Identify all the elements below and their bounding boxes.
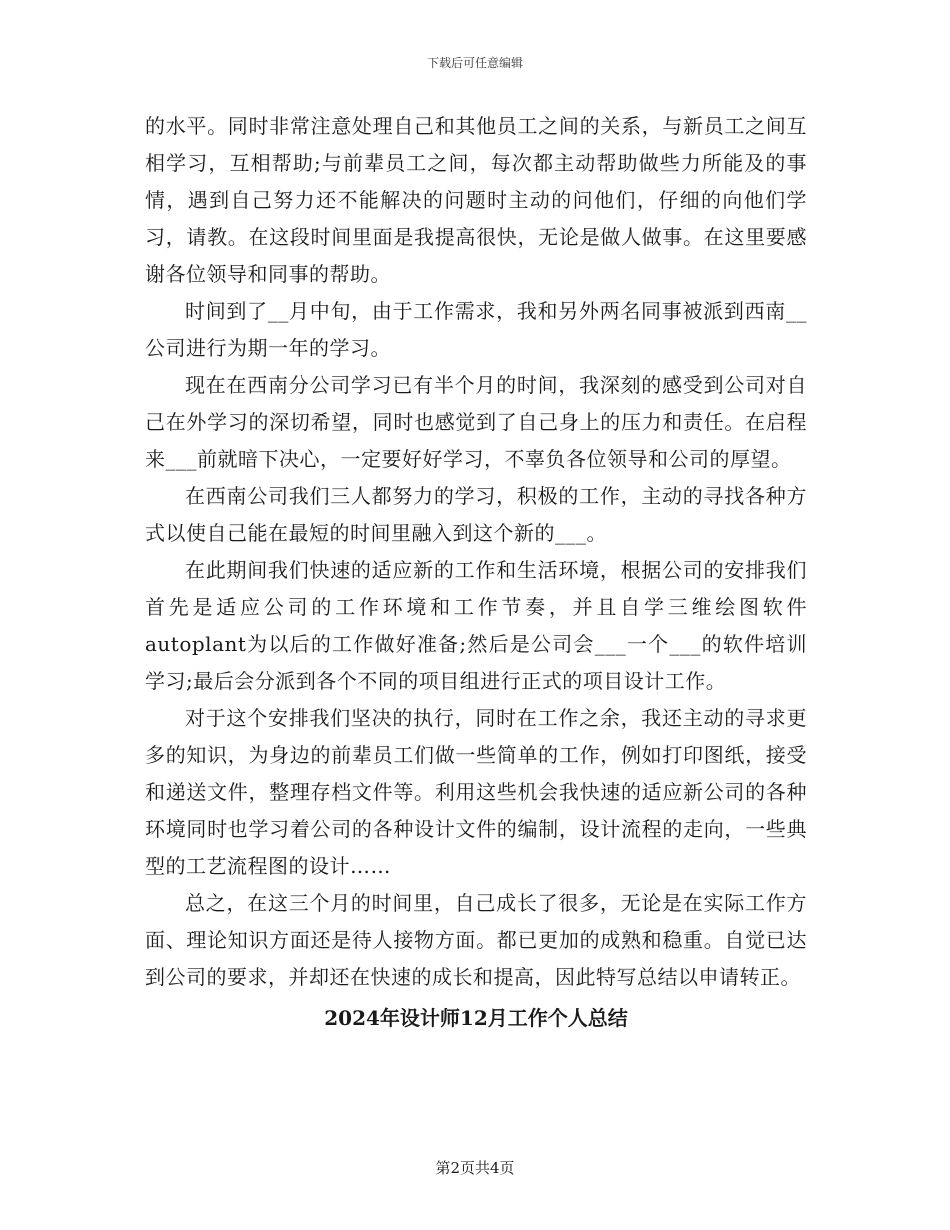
document-body bbox=[145, 108, 807, 1037]
paragraph-southwest-study: 现在在西南分公司学习已有半个月的时间，我深刻的感受到公司对自己在外学习的深切希望，同时也感觉到了自己身上的压力和责任。在启程来___前就暗下决心，一定要好好学习，不辜负各位领导和公司的厚望。 bbox=[145, 373, 807, 471]
paragraph-team-effort: 在西南公司我们三人都努力的学习，积极的工作，主动的寻找各种方式以使自己能在最短的时间里融入到这个新的___。 bbox=[145, 484, 807, 545]
section-title: 2024年设计师12月工作个人总结 bbox=[324, 1006, 628, 1030]
page-number: 第2页共4页 bbox=[435, 1159, 515, 1177]
paragraph-summary: 总之，在这三个月的时间里，自己成长了很多，无论是在实际工作方面、理论知识方面还是待人接物方面。都已更加的成熟和稳重。自觉已达到公司的要求，并却还在快速的成长和提高，因此特写总结以申请转正。 bbox=[145, 891, 807, 989]
paragraph-transfer: 时间到了__月中旬，由于工作需求，我和另外两名同事被派到西南__公司进行为期一年的学习。 bbox=[145, 299, 807, 360]
paragraph-adaptation: 在此期间我们快速的适应新的工作和生活环境，根据公司的安排我们首先是适应公司的工作环境和工作节奏，并且自学三维绘图软件autoplant为以后的工作做好准备;然后是公司会___一个___的软件培训学习;最后会分派到各个不同的项目组进行正式的项目设计工作。 bbox=[145, 558, 807, 693]
paragraph-extra-work: 对于这个安排我们坚决的执行，同时在工作之余，我还主动的寻求更多的知识，为身边的前辈员工们做一些简单的工作，例如打印图纸，接受和递送文件，整理存档文件等。利用这些机会我快速的适应新公司的各种环境同时也学习着公司的各种设计文件的编制，设计流程的走向，一些典型的工艺流程图的设计…… bbox=[145, 706, 807, 878]
paragraph-continuation: 的水平。同时非常注意处理自己和其他员工之间的关系，与新员工之间互相学习，互相帮助;与前辈员工之间，每次都主动帮助做些力所能及的事情，遇到自己努力还不能解决的问题时主动的问他们，仔细的向他们学习，请教。在这段时间里面是我提高很快，无论是做人做事。在这里要感谢各位领导和同事的帮助。 bbox=[145, 114, 807, 286]
page-header: 下载后可任意编辑 bbox=[426, 56, 523, 70]
